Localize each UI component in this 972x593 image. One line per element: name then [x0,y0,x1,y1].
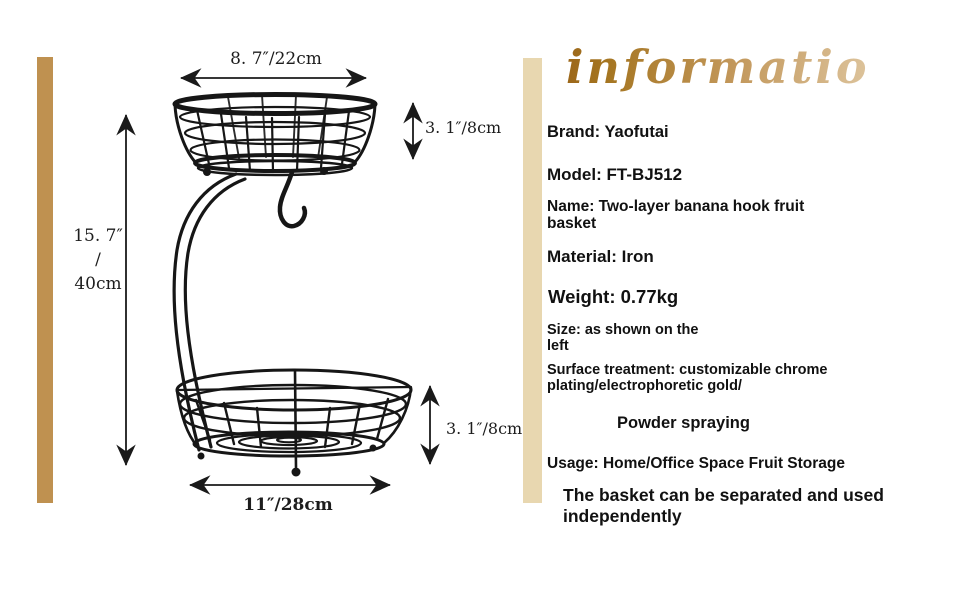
brand-line: Brand: Yaofutai [547,123,669,141]
powder-spraying-line: Powder spraying [617,414,750,432]
model-line: Model: FT-BJ512 [547,165,683,184]
dimension-label-total-height [60,224,136,296]
dimension-label-top-width: 8. 7″/22cm [230,49,322,69]
top-basket [175,95,375,177]
total-height-cm: 40cm [74,274,122,294]
separable-note-line: The basket can be separated and used independently [563,485,884,526]
material-line: Material: Iron [547,247,654,266]
dimension-label-bottom-width: 11″/28cm [243,495,333,515]
information-heading: information [566,40,906,94]
dimension-label-lower-basket-height: 3. 1″/8cm [446,419,523,438]
usage-line: Usage: Home/Office Space Fruit Storage [547,455,846,472]
size-line: Size: as shown on the left [547,322,699,355]
dimension-label-upper-basket-height: 3. 1″/8cm [425,118,502,137]
bottom-basket [177,370,411,477]
weight-line: Weight: 0.77kg [548,286,679,307]
banana-hook [280,172,305,226]
total-height-inches: 15. 7″ [73,226,123,246]
total-height-separator: / [95,250,101,270]
surface-treatment-line: Surface treatment: customizable chrome plating/electrophoretic gold/ [547,362,828,395]
name-line: Name: Two-layer banana hook fruit basket [547,198,805,233]
